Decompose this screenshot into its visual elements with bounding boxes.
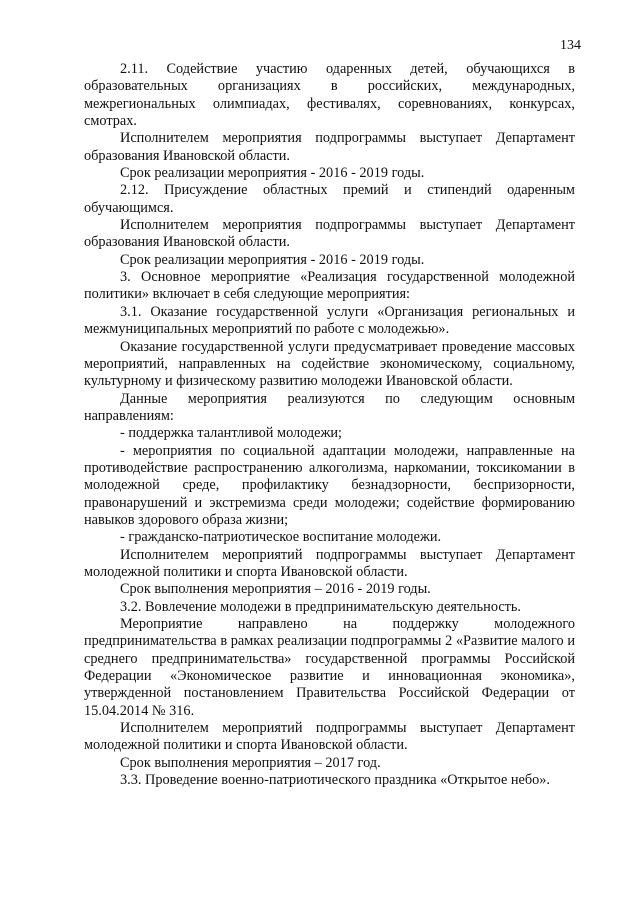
list-item: - гражданско-патриотическое воспитание молодежи.	[120, 529, 442, 546]
paragraph: 2.12. Присуждение областных премий и стипендий одаренным обучающимся.	[84, 182, 575, 216]
paragraph: Исполнителем мероприятия подпрограммы выступает Департамент образования Ивановской области.	[84, 217, 575, 251]
paragraph: Оказание государственной услуги предусматривает проведение массовых мероприятий, направленных на содействие экономическому, социальному, культурному и физическому развитию молодежи Ивановской области.	[84, 338, 575, 390]
paragraph: Исполнителем мероприятий подпрограммы выступает Департамент молодежной политики и спорта Ивановской области.	[84, 720, 575, 754]
paragraph: 3.2. Вовлечение молодежи в предпринимательскую деятельность.	[120, 598, 522, 615]
paragraph: Исполнителем мероприятия подпрограммы выступает Департамент образования Ивановской области.	[84, 130, 575, 164]
paragraph: Исполнителем мероприятий подпрограммы выступает Департамент молодежной политики и спорта Ивановской области.	[84, 546, 575, 580]
paragraph: Срок реализации мероприятия - 2016 - 2019 годы.	[120, 165, 425, 182]
paragraph: Мероприятие направлено на поддержку молодежного предпринимательства в рамках реализации подпрограммы 2 «Развитие малого и среднего предпринимательства» государственной программы Российской Федерации «Экономическое развитие и инновационная экономика», утвержденной постановлением Правительства Российской Федерации от 15.04.2014 № 316.	[84, 616, 575, 719]
paragraph: Данные мероприятия реализуются по следующим основным направлениям:	[84, 390, 575, 424]
paragraph: Срок реализации мероприятия - 2016 - 2019 годы.	[120, 251, 425, 268]
paragraph: 3.3. Проведение военно-патриотического праздника «Открытое небо».	[120, 772, 551, 789]
paragraph: 2.11. Содействие участию одаренных детей, обучающихся в образовательных организациях в российских, международных, межрегиональных олимпиадах, фестивалях, соревнованиях, конкурсах, смотрах.	[84, 61, 575, 130]
list-item: - поддержка талантливой молодежи;	[120, 425, 343, 442]
paragraph: Срок выполнения мероприятия – 2016 - 2019 годы.	[120, 581, 431, 598]
paragraph: Срок выполнения мероприятия – 2017 год.	[120, 754, 381, 771]
paragraph: 3.1. Оказание государственной услуги «Организация региональных и межмуниципальных мероприятий по работе с молодежью».	[84, 303, 575, 338]
list-item: - мероприятия по социальной адаптации молодежи, направленные на противодействие распространению алкоголизма, наркомании, токсикомании в молодежной среде, профилактику безнадзорности, беспризорности, правонарушений и экстремизма среди молодежи; содействие формированию навыков здорового образа жизни;	[84, 442, 575, 528]
paragraph: 3. Основное мероприятие «Реализация государственной молодежной политики» включает в себя следующие мероприятия:	[84, 269, 575, 303]
document-body	[84, 61, 575, 789]
page-number: 134	[560, 38, 581, 53]
